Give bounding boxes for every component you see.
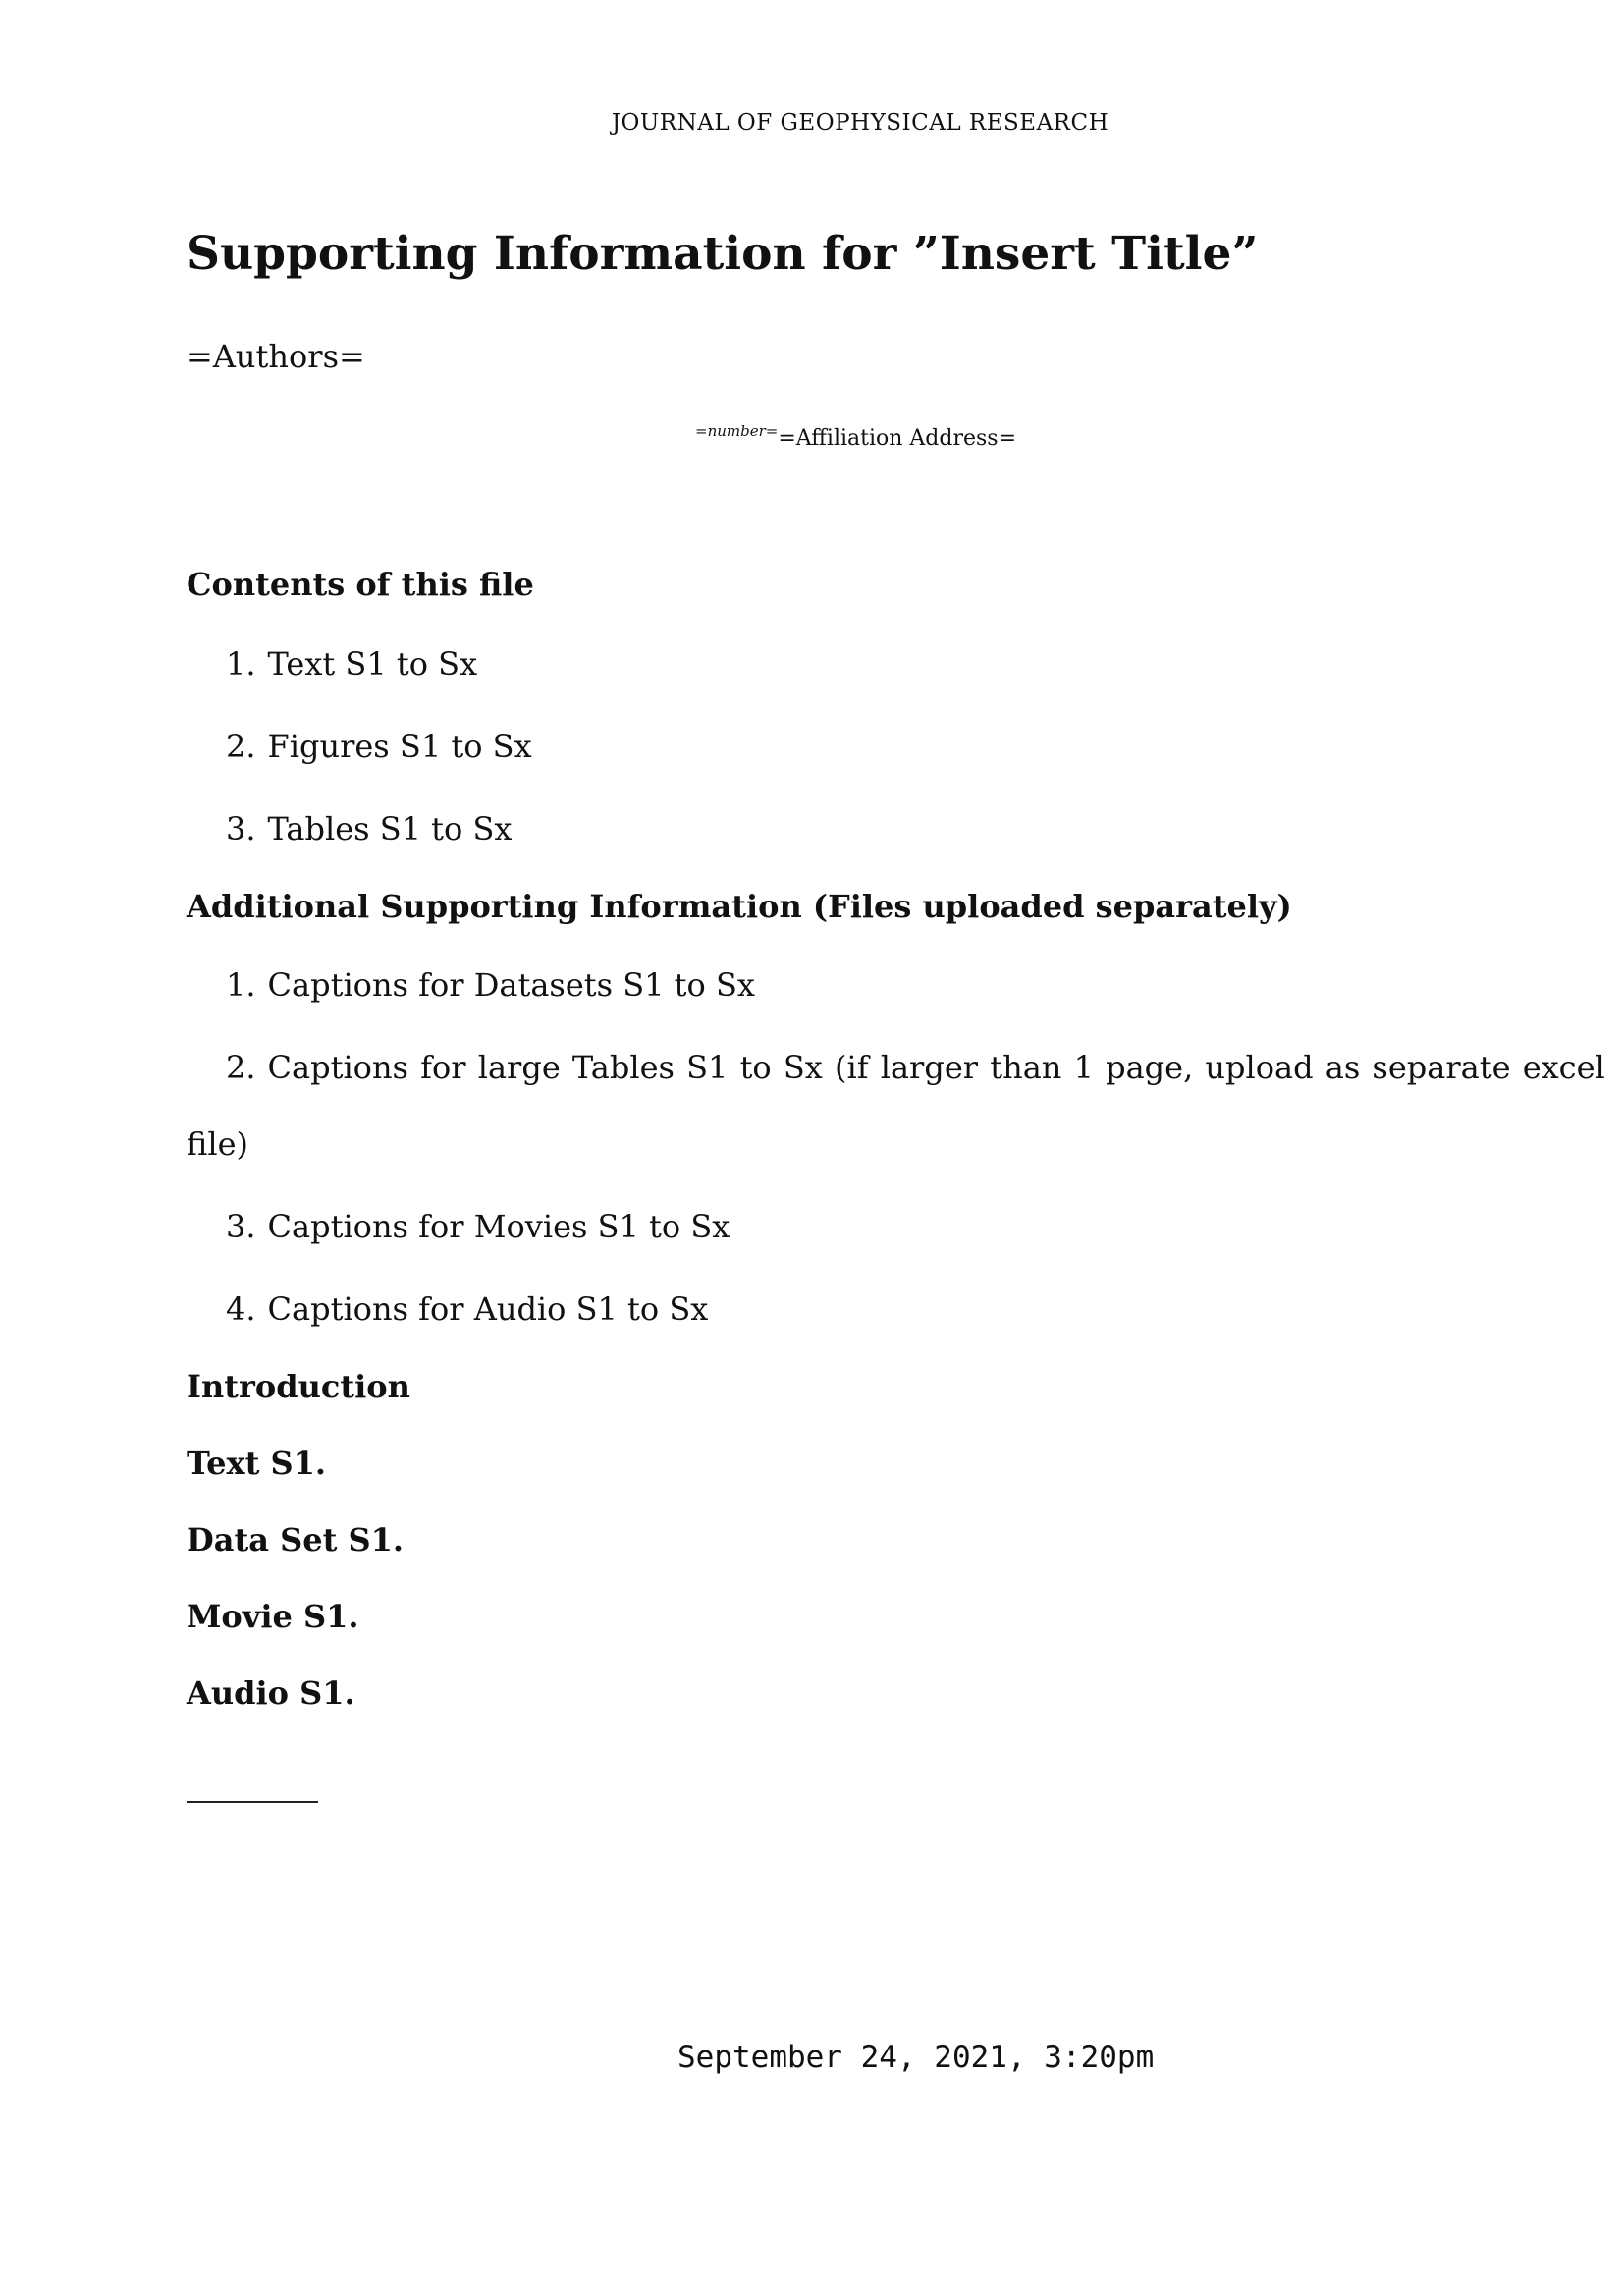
additional-item: [226, 1290, 708, 1328]
list-number: 1.: [226, 966, 256, 1004]
list-number: 3.: [226, 810, 256, 847]
contents-item: [226, 728, 532, 765]
list-number: 3.: [226, 1208, 256, 1245]
list-text: Figures S1 to Sx: [267, 728, 532, 765]
list-text: Text S1 to Sx: [267, 645, 478, 683]
affiliation: [695, 422, 1016, 451]
contents-item: [226, 645, 477, 683]
affiliation-address: =Affiliation Address=: [778, 426, 1017, 451]
page-title: Supporting Information for ”Insert Title”: [187, 227, 1259, 281]
audio-s1-heading: Audio S1.: [187, 1674, 355, 1712]
list-text: Captions for Movies S1 to Sx: [267, 1208, 730, 1245]
list-text: Tables S1 to Sx: [267, 810, 513, 847]
list-text: Captions for large Tables S1 to Sx (if larger than 1 page, upload as separate excel: [267, 1049, 1605, 1086]
introduction-heading: Introduction: [187, 1368, 410, 1405]
text-s1-heading: Text S1.: [187, 1445, 327, 1482]
additional-item-continuation: file): [187, 1125, 248, 1163]
footnote-rule: [187, 1801, 318, 1803]
additional-heading: Additional Supporting Information (Files uploaded separately): [187, 888, 1292, 925]
footer-date: September 24, 2021, 3:20pm: [677, 2040, 1155, 2075]
list-text: Captions for Audio S1 to Sx: [267, 1290, 709, 1328]
additional-item: [226, 966, 755, 1004]
list-text: Captions for Datasets S1 to Sx: [267, 966, 755, 1004]
list-number: 4.: [226, 1290, 256, 1328]
data-set-s1-heading: Data Set S1.: [187, 1521, 405, 1558]
running-head: JOURNAL OF GEOPHYSICAL RESEARCH: [611, 110, 1109, 136]
contents-item: [226, 810, 512, 847]
affiliation-number: =number=: [695, 422, 779, 440]
authors: =Authors=: [187, 338, 365, 375]
additional-item: [226, 1208, 730, 1245]
contents-heading: Contents of this file: [187, 566, 534, 603]
list-number: 2.: [226, 1049, 256, 1086]
additional-item: [226, 1049, 1605, 1086]
list-number: 1.: [226, 645, 256, 683]
list-number: 2.: [226, 728, 256, 765]
movie-s1-heading: Movie S1.: [187, 1598, 359, 1635]
